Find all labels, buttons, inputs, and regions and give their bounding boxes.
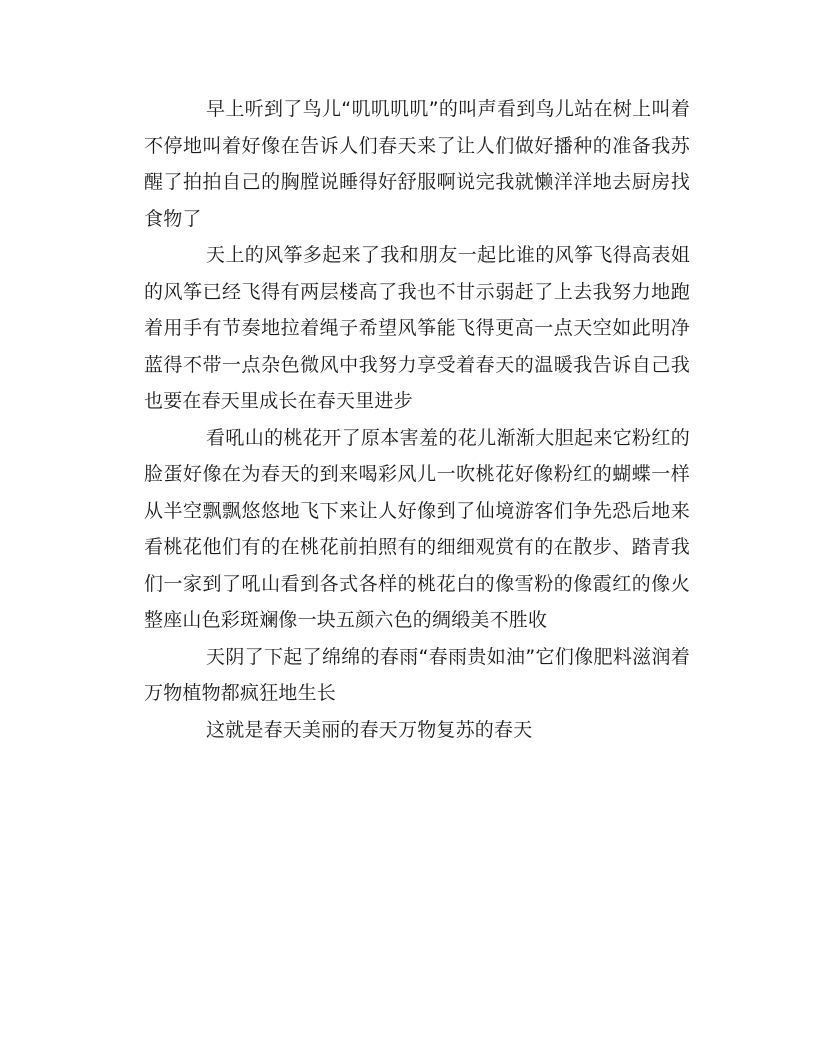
paragraph-peach-blossoms: 看吼山的桃花开了原本害羞的花儿渐渐大胆起来它粉红的脸蛋好像在为春天的到来喝彩风儿一吹桃花好像粉红的蝴蝶一样从半空飘飘悠悠地飞下来让人好像到了仙境游客们争先恐后地来看桃花他们有的在桃花前拍照有的细细观赏有的在散步、踏青我们一家到了吼山看到各式各样的桃花白的像雪粉的像霞红的像火整座山色彩斑斓像一块五颜六色的绸缎美不胜收 [144,426,690,631]
paragraph-spring-rain: 天阴了下起了绵绵的春雨“春雨贵如油”它们像肥料滋润着万物植物都疯狂地生长 [144,645,690,704]
paragraph-conclusion: 这就是春天美丽的春天万物复苏的春天 [206,718,533,741]
paragraph-kites: 天上的风筝多起来了我和朋友一起比谁的风筝飞得高表姐的风筝已经飞得有两层楼高了我也不甘示弱赶了上去我努力地跑着用手有节奏地拉着绳子希望风筝能飞得更高一点天空如此明净蓝得不带一点杂色微风中我努力享受着春天的温暖我告诉自己我也要在春天里成长在春天里进步 [144,244,690,412]
paragraph-birds: 早上听到了鸟儿“叽叽叽叽”的叫声看到鸟儿站在树上叫着不停地叫着好像在告诉人们春天来了让人们做好播种的准备我苏醒了拍拍自己的胸膛说睡得好舒服啊说完我就懒洋洋地去厨房找食物了 [144,98,690,230]
essay-body [144,91,690,748]
